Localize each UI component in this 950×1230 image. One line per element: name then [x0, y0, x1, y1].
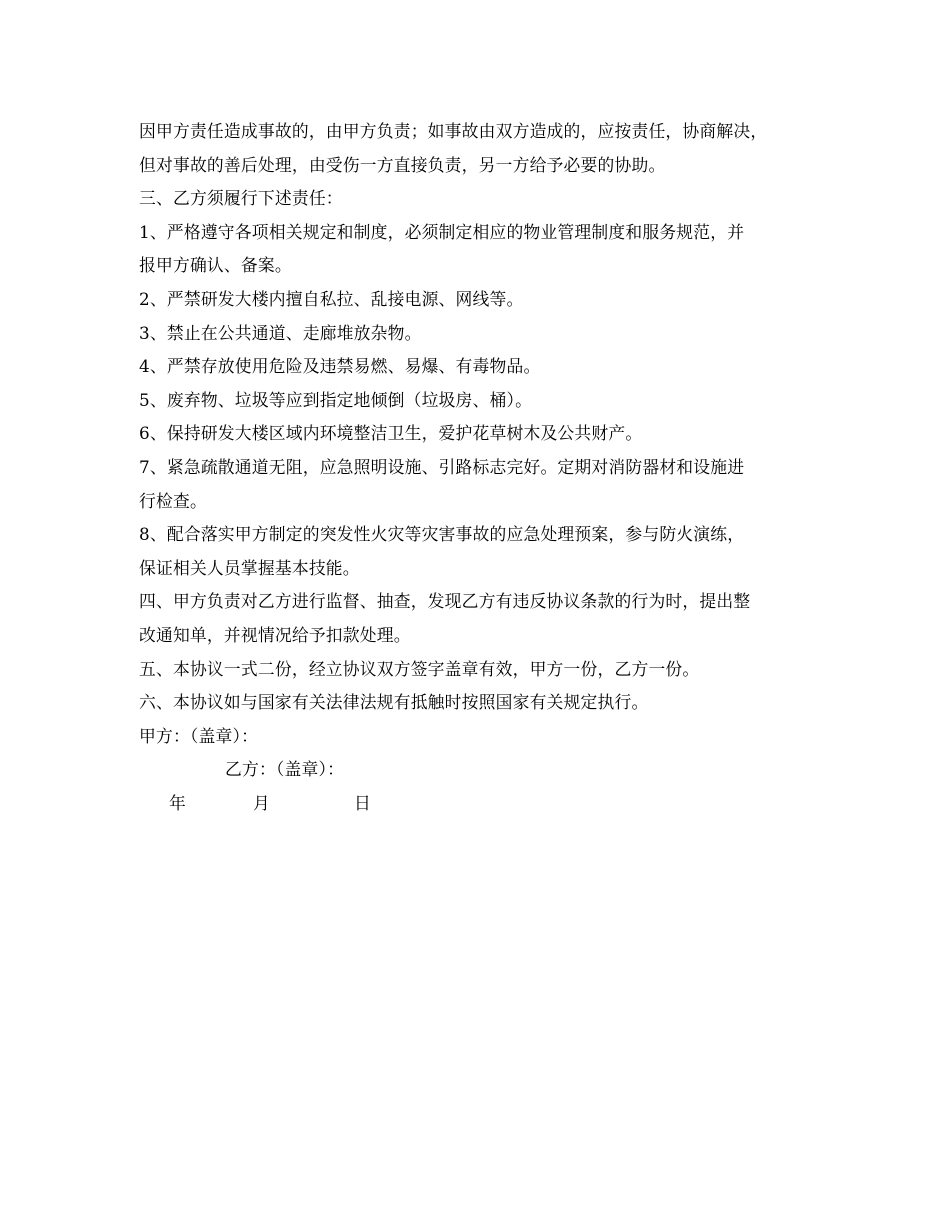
section-heading: 六、本协议如与国家有关法律法规有抵触时按照国家有关规定执行。	[139, 692, 649, 713]
paragraph-line: 行检查。	[139, 490, 207, 511]
section-heading: 三、乙方须履行下述责任：	[139, 188, 343, 209]
paragraph-line: 报甲方确认、备案。	[139, 255, 292, 276]
date-year-label: 年	[169, 792, 186, 813]
paragraph-line: 5、废弃物、垃圾等应到指定地倾倒（垃圾房、桶）。	[139, 389, 533, 410]
paragraph-line: 6、保持研发大楼区域内环境整洁卫生，爱护花草树木及公共财产。	[139, 423, 643, 444]
date-line	[139, 787, 839, 821]
paragraph-line: 因甲方责任造成事故的，由甲方负责；如事故由双方造成的，应按责任，协商解决，	[139, 121, 768, 141]
paragraph-line: 3、禁止在公共通道、走廊堆放杂物。	[139, 322, 422, 343]
paragraph-line: 但对事故的善后处理，由受伤一方直接负责，另一方给予必要的协助。	[139, 154, 666, 175]
paragraph-line: 8、配合落实甲方制定的突发性火灾等灾害事故的应急处理预案，参与防火演练，	[139, 524, 745, 545]
paragraph-line: 1、严格遵守各项相关规定和制度，必须制定相应的物业管理制度和服务规范，并	[139, 221, 745, 242]
paragraph-line: 保证相关人员掌握基本技能。	[139, 557, 360, 578]
party-a-signature: 甲方：（盖章）：	[139, 725, 259, 746]
paragraph-line: 改通知单，并视情况给予扣款处理。	[139, 624, 411, 645]
document-body	[139, 115, 839, 820]
paragraph-line: 4、严禁存放使用危险及违禁易燃、易爆、有毒物品。	[139, 356, 541, 377]
section-heading: 四、甲方负责对乙方进行监督、抽查，发现乙方有违反协议条款的行为时，提出整	[139, 591, 751, 612]
paragraph-line: 2、严禁研发大楼内擅自私拉、乱接电源、网线等。	[139, 288, 524, 309]
section-heading: 五、本协议一式二份，经立协议双方签字盖章有效，甲方一份，乙方一份。	[139, 658, 700, 679]
paragraph-line: 7、紧急疏散通道无阻，应急照明设施、引路标志完好。定期对消防器材和设施进	[139, 456, 745, 477]
party-b-signature: 乙方：（盖章）：	[225, 759, 345, 780]
date-day-label: 日	[354, 792, 371, 813]
date-month-label: 月	[253, 792, 270, 813]
